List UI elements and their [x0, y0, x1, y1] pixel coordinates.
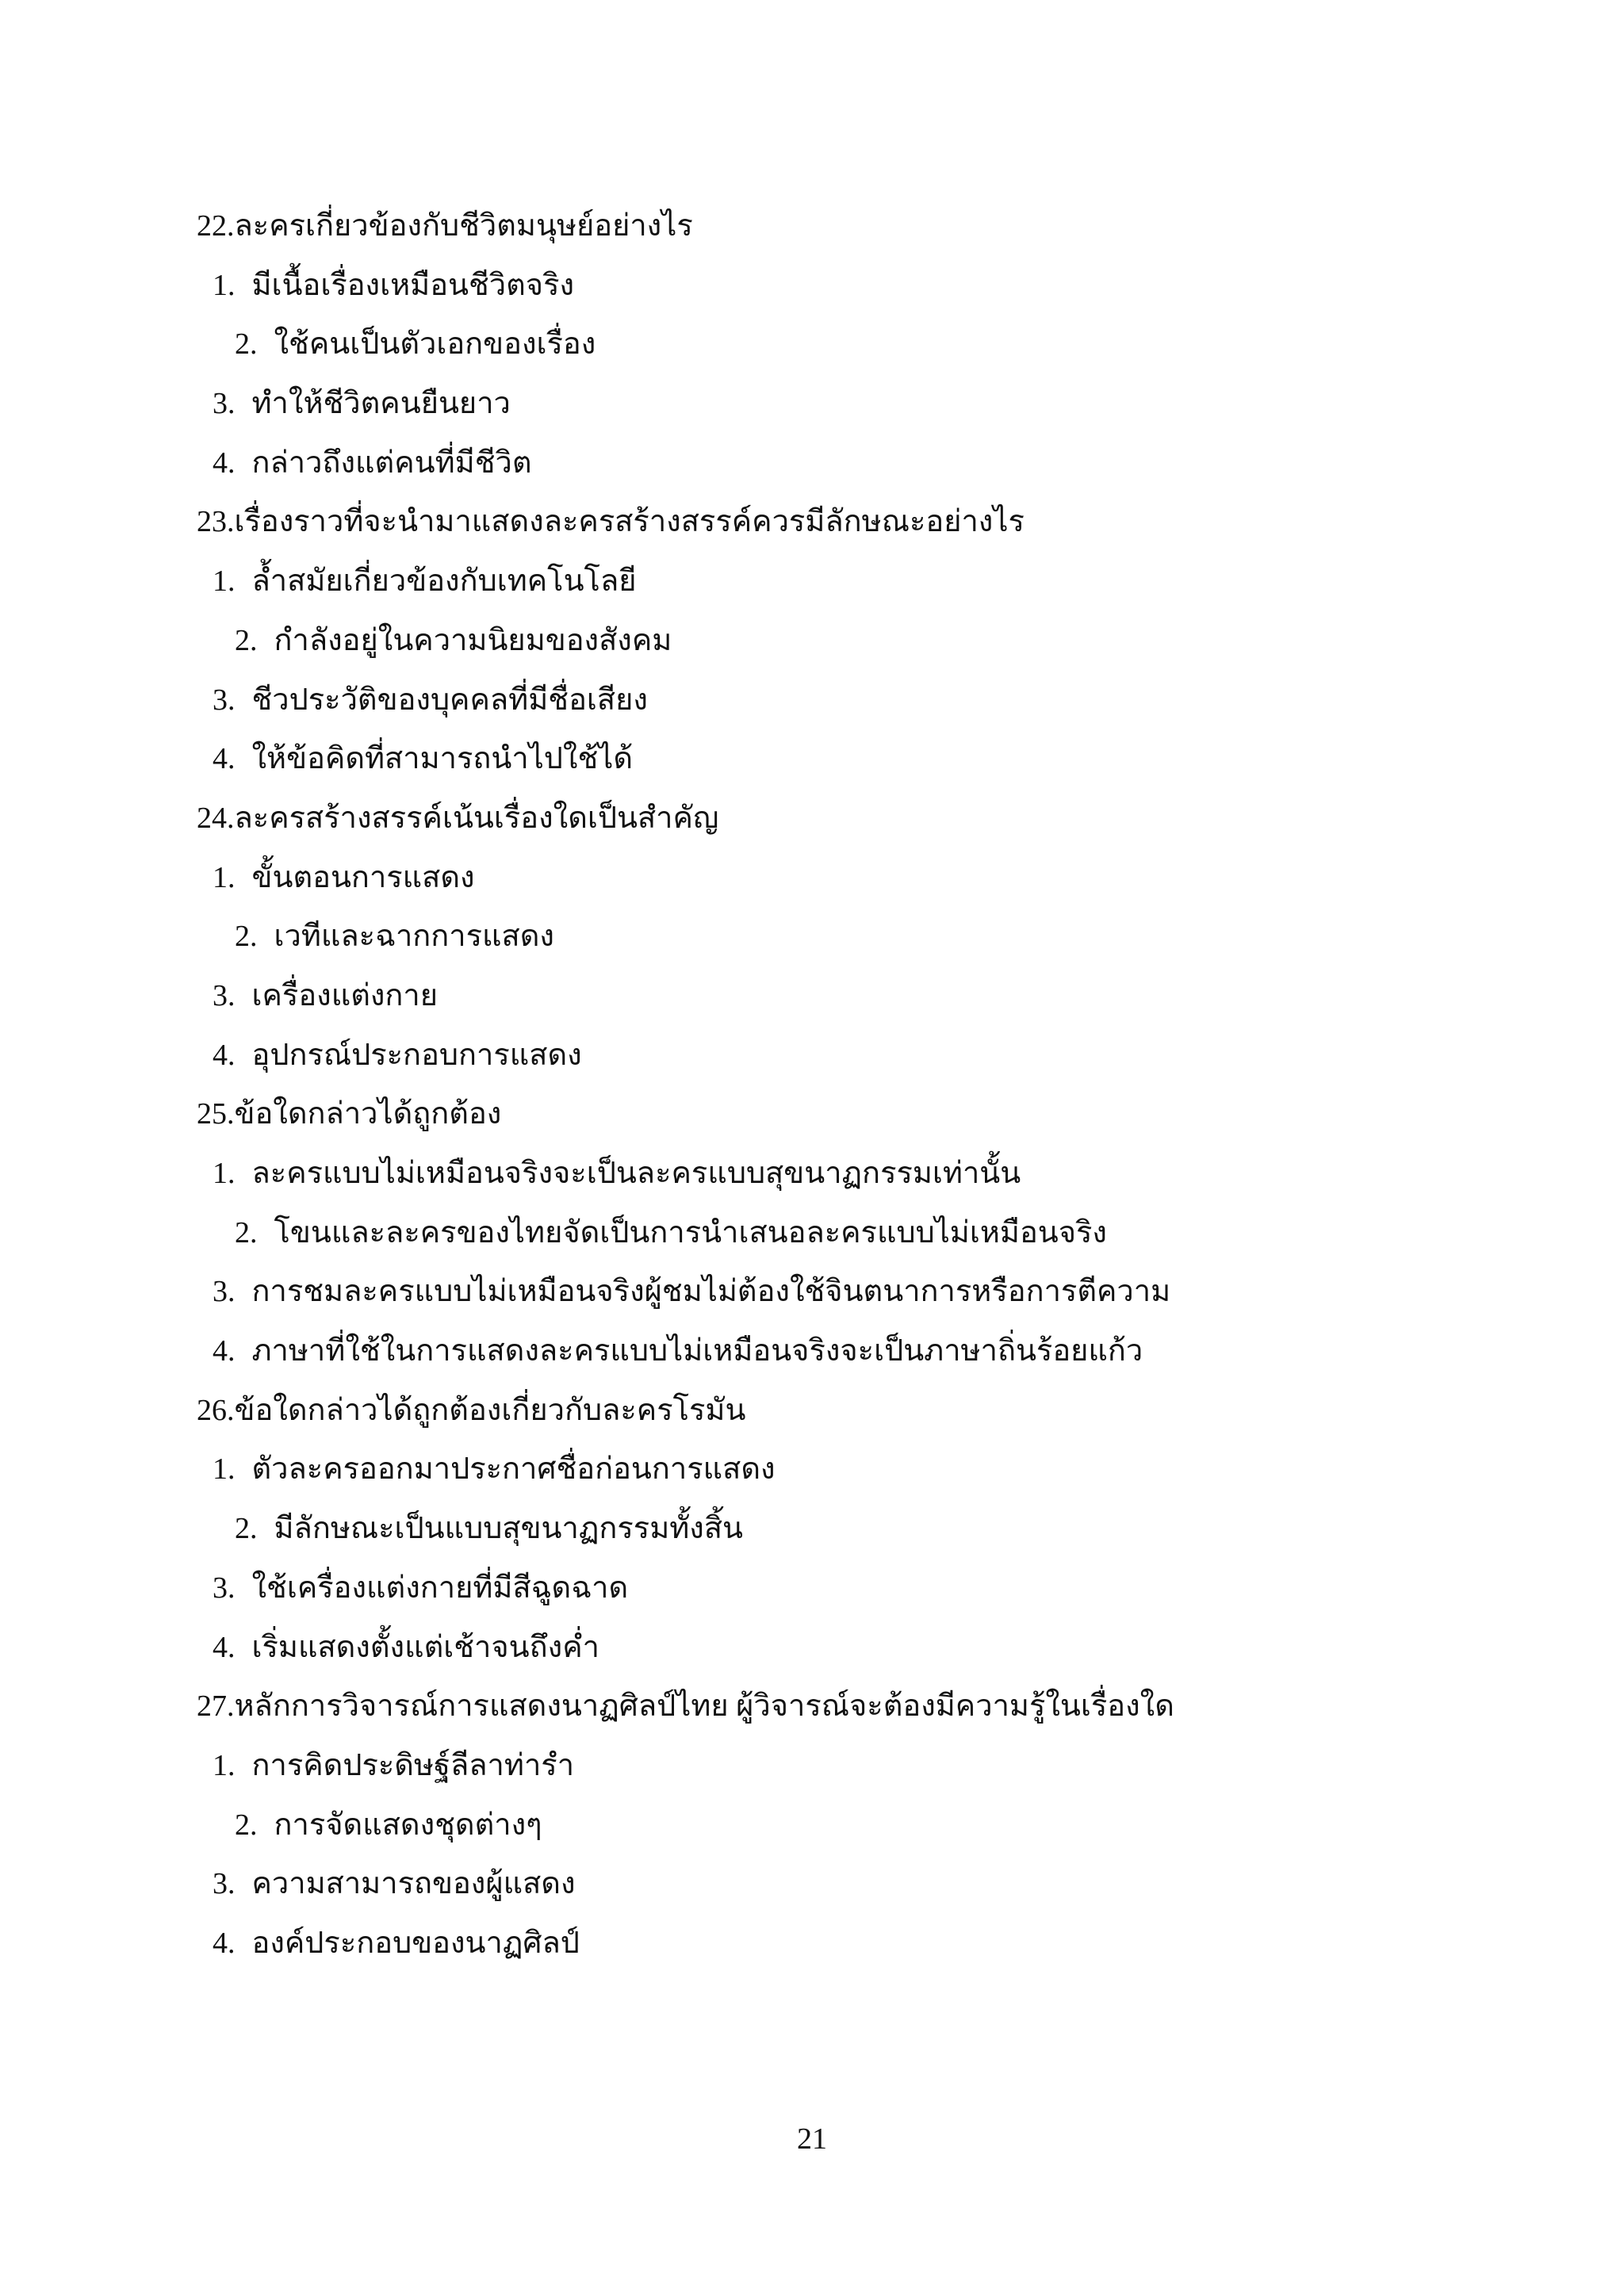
- option-text: ขั้นตอนการแสดง: [251, 860, 475, 894]
- option-27-4: [197, 1914, 1434, 1973]
- option-number: 4.: [213, 1334, 236, 1368]
- option-number: 2.: [235, 623, 258, 657]
- option-number: 1.: [213, 1748, 236, 1782]
- option-text: ภาษาที่ใช้ในการแสดงละครแบบไม่เหมือนจริงจะเป็นภาษาถิ่นร้อยแก้ว: [251, 1334, 1143, 1368]
- option-number: 2.: [235, 1215, 258, 1249]
- option-text: ล้ำสมัยเกี่ยวข้องกับเทคโนโลยี: [251, 564, 637, 599]
- option-text: มีลักษณะเป็นแบบสุขนาฏกรรมทั้งสิ้น: [274, 1512, 744, 1546]
- option-25-1: [197, 1144, 1434, 1203]
- option-number: 1.: [213, 860, 236, 894]
- option-text: เครื่องแต่งกาย: [251, 978, 439, 1012]
- option-text: ใช้คนเป็นตัวเอกของเรื่อง: [274, 327, 596, 362]
- option-23-4: [197, 729, 1434, 789]
- option-text: องค์ประกอบของนาฏศิลป์: [251, 1926, 580, 1960]
- option-24-2: [197, 907, 1434, 966]
- option-22-4: [197, 434, 1434, 493]
- question-text: ข้อใดกล่าวได้ถูกต้อง: [234, 1097, 502, 1131]
- option-22-1: [197, 256, 1434, 316]
- option-number: 3.: [213, 1275, 236, 1309]
- option-26-1: [197, 1440, 1434, 1499]
- option-text: เริ่มแสดงตั้งแต่เช้าจนถึงค่ำ: [251, 1630, 599, 1664]
- question-27: [197, 1677, 1434, 1736]
- option-text: ใช้เครื่องแต่งกายที่มีสีฉูดฉาด: [251, 1571, 629, 1605]
- option-26-4: [197, 1618, 1434, 1678]
- option-25-4: [197, 1322, 1434, 1381]
- option-number: 3.: [213, 683, 236, 717]
- option-22-2: [197, 315, 1434, 374]
- option-text: กล่าวถึงแต่คนที่มีชีวิต: [251, 446, 532, 480]
- option-number: 3.: [213, 387, 236, 421]
- option-26-2: [197, 1499, 1434, 1559]
- question-text: ละครเกี่ยวข้องกับชีวิตมนุษย์อย่างไร: [234, 209, 693, 243]
- option-number: 4.: [213, 742, 236, 776]
- question-number: 26.: [197, 1393, 235, 1427]
- option-text: อุปกรณ์ประกอบการแสดง: [251, 1038, 582, 1072]
- question-number: 24.: [197, 801, 235, 835]
- option-number: 4.: [213, 1038, 236, 1072]
- option-number: 1.: [213, 1452, 236, 1487]
- option-text: ทำให้ชีวิตคนยืนยาว: [251, 387, 511, 421]
- question-text: ข้อใดกล่าวได้ถูกต้องเกี่ยวกับละครโรมัน: [234, 1393, 746, 1427]
- option-text: เวทีและฉากการแสดง: [274, 920, 554, 954]
- question-text: หลักการวิจารณ์การแสดงนาฏศิลป์ไทย ผู้วิจารณ์จะต้องมีความรู้ในเรื่องใด: [234, 1689, 1174, 1724]
- option-25-2: [197, 1203, 1434, 1263]
- option-24-1: [197, 848, 1434, 908]
- option-text: ให้ข้อคิดที่สามารถนำไปใช้ได้: [251, 742, 634, 776]
- question-23: [197, 492, 1434, 552]
- option-23-3: [197, 671, 1434, 730]
- option-number: 3.: [213, 1571, 236, 1605]
- option-number: 4.: [213, 1630, 236, 1664]
- option-number: 1.: [213, 1157, 236, 1190]
- option-number: 2.: [235, 327, 258, 362]
- option-number: 1.: [213, 268, 236, 302]
- option-number: 2.: [235, 1808, 258, 1842]
- option-24-3: [197, 966, 1434, 1026]
- option-27-1: [197, 1736, 1434, 1796]
- option-27-2: [197, 1796, 1434, 1855]
- option-24-4: [197, 1026, 1434, 1085]
- question-text: ละครสร้างสรรค์เน้นเรื่องใดเป็นสำคัญ: [234, 801, 719, 835]
- question-25: [197, 1085, 1434, 1144]
- option-23-1: [197, 552, 1434, 611]
- option-number: 4.: [213, 446, 236, 480]
- option-text: โขนและละครของไทยจัดเป็นการนำเสนอละครแบบไม่เหมือนจริง: [274, 1215, 1107, 1249]
- question-number: 27.: [197, 1689, 235, 1724]
- option-number: 3.: [213, 1867, 236, 1901]
- option-text: กำลังอยู่ในความนิยมของสังคม: [274, 623, 672, 657]
- page-number: 21: [797, 2122, 827, 2156]
- option-text: การคิดประดิษฐ์ลีลาท่ารำ: [251, 1748, 575, 1782]
- option-number: 1.: [213, 564, 236, 599]
- option-23-2: [197, 611, 1434, 671]
- question-number: 22.: [197, 209, 235, 243]
- option-number: 4.: [213, 1926, 236, 1960]
- option-text: ชีวประวัติของบุคคลที่มีชื่อเสียง: [251, 683, 648, 717]
- option-number: 2.: [235, 920, 258, 954]
- option-text: มีเนื้อเรื่องเหมือนชีวิตจริง: [251, 268, 575, 302]
- question-list: [197, 197, 1434, 1973]
- option-text: ความสามารถของผู้แสดง: [251, 1867, 576, 1901]
- option-26-3: [197, 1559, 1434, 1618]
- option-text: การจัดแสดงชุดต่างๆ: [274, 1808, 542, 1842]
- option-22-3: [197, 374, 1434, 434]
- question-26: [197, 1381, 1434, 1441]
- question-22: [197, 197, 1434, 256]
- option-number: 2.: [235, 1512, 258, 1546]
- option-text: ละครแบบไม่เหมือนจริงจะเป็นละครแบบสุขนาฏกรรมเท่านั้น: [251, 1157, 1021, 1190]
- option-text: ตัวละครออกมาประกาศชื่อก่อนการแสดง: [251, 1452, 776, 1487]
- option-number: 3.: [213, 978, 236, 1012]
- question-number: 25.: [197, 1097, 235, 1131]
- question-text: เรื่องราวที่จะนำมาแสดงละครสร้างสรรค์ควรมีลักษณะอย่างไร: [234, 505, 1025, 539]
- option-25-3: [197, 1262, 1434, 1322]
- option-text: การชมละครแบบไม่เหมือนจริงผู้ชมไม่ต้องใช้จินตนาการหรือการตีความ: [251, 1275, 1171, 1309]
- option-27-3: [197, 1854, 1434, 1914]
- question-number: 23.: [197, 505, 235, 539]
- question-24: [197, 789, 1434, 848]
